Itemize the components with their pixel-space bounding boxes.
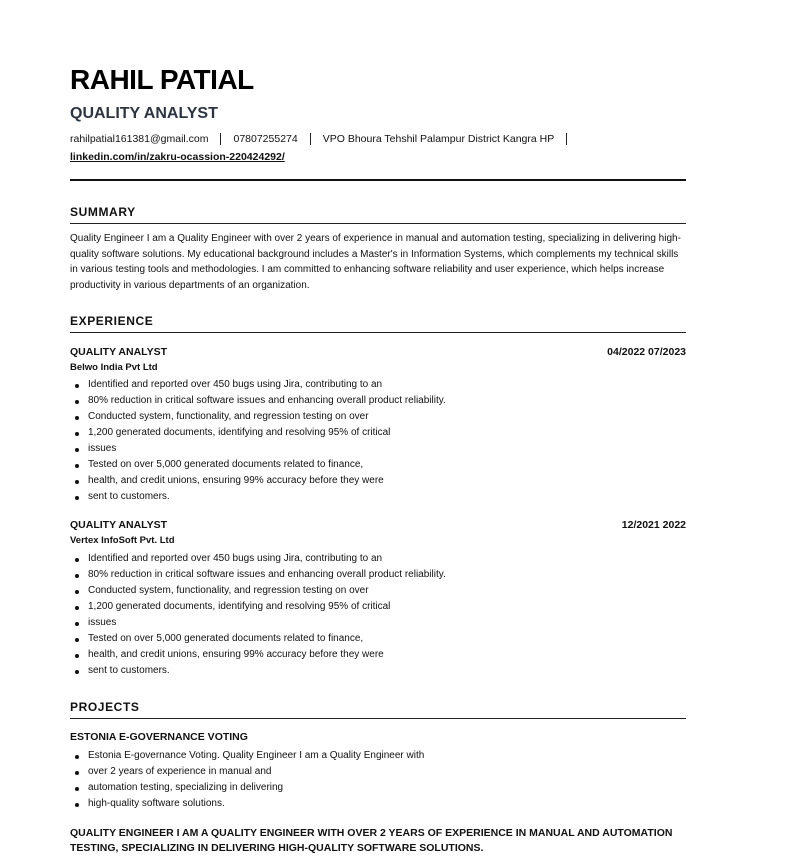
list-item: Conducted system, functionality, and regression testing on over <box>70 583 686 599</box>
list-item: health, and credit unions, ensuring 99% accuracy before they were <box>70 647 686 663</box>
projects-heading: PROJECTS <box>70 700 686 719</box>
contact-divider <box>566 133 567 145</box>
contact-address: VPO Bhoura Tehshil Palampur District Kangra HP <box>322 133 555 145</box>
candidate-title: QUALITY ANALYST <box>70 105 218 122</box>
list-item: Identified and reported over 450 bugs using Jira, contributing to an <box>70 551 686 567</box>
contact-divider <box>310 133 311 145</box>
list-item: sent to customers. <box>70 663 686 679</box>
summary-text: Quality Engineer I am a Quality Engineer with over 2 years of experience in manual and automation testing, specializing in delivering high-quality software solutions. My educational background includes a Master's in Information Systems, which complements my technical skills in various testing tools and methodologies. I am committed to enhancing software reliability and user experience, which helps increase productivity in various departments of an organization. <box>70 233 681 291</box>
job-title: QUALITY ANALYST <box>70 346 168 358</box>
list-item: automation testing, specializing in delivering <box>70 780 686 796</box>
list-item: high-quality software solutions. <box>70 796 686 812</box>
header-divider <box>70 179 686 181</box>
job-dates: 12/2021 2022 <box>621 519 686 531</box>
contact-divider <box>220 133 221 145</box>
job-dates: 04/2022 07/2023 <box>607 346 686 358</box>
list-item: 80% reduction in critical software issues and enhancing overall product reliability. <box>70 393 686 409</box>
project-bullets <box>70 748 686 812</box>
contact-line <box>70 133 579 145</box>
linkedin-link[interactable]: linkedin.com/in/zakru-ocassion-220424292/ <box>70 151 285 163</box>
list-item: Estonia E-governance Voting. Quality Engineer I am a Quality Engineer with <box>70 748 686 764</box>
list-item: Tested on over 5,000 generated documents related to finance, <box>70 631 686 647</box>
list-item: issues <box>70 441 686 457</box>
list-item: Identified and reported over 450 bugs using Jira, contributing to an <box>70 377 686 393</box>
contact-phone[interactable]: 07807255274 <box>233 133 298 145</box>
summary-heading: SUMMARY <box>70 205 686 224</box>
job-title: QUALITY ANALYST <box>70 519 168 531</box>
list-item: sent to customers. <box>70 489 686 505</box>
project-title: QUALITY ENGINEER I AM A QUALITY ENGINEER WITH OVER 2 YEARS OF EXPERIENCE IN MANUAL AND AUTOMATION TESTING, SPECIALIZING IN DELIVERING HIGH-QUALITY SOFTWARE SOLUTIONS. <box>70 827 673 854</box>
list-item: over 2 years of experience in manual and <box>70 764 686 780</box>
contact-email[interactable]: rahilpatial161381@gmail.com <box>70 133 209 145</box>
job-company: Vertex InfoSoft Pvt. Ltd <box>70 535 175 546</box>
job-company: Belwo India Pvt Ltd <box>70 362 158 373</box>
list-item: Conducted system, functionality, and regression testing on over <box>70 409 686 425</box>
job-bullets <box>70 551 686 679</box>
list-item: Tested on over 5,000 generated documents related to finance, <box>70 457 686 473</box>
candidate-name: RAHIL PATIAL <box>70 64 254 95</box>
job-bullets <box>70 377 686 505</box>
list-item: 1,200 generated documents, identifying and resolving 95% of critical <box>70 599 686 615</box>
project-title: ESTONIA E-GOVERNANCE VOTING <box>70 731 248 743</box>
list-item: 1,200 generated documents, identifying and resolving 95% of critical <box>70 425 686 441</box>
list-item: 80% reduction in critical software issues and enhancing overall product reliability. <box>70 567 686 583</box>
experience-heading: EXPERIENCE <box>70 314 686 333</box>
list-item: issues <box>70 615 686 631</box>
list-item: health, and credit unions, ensuring 99% accuracy before they were <box>70 473 686 489</box>
